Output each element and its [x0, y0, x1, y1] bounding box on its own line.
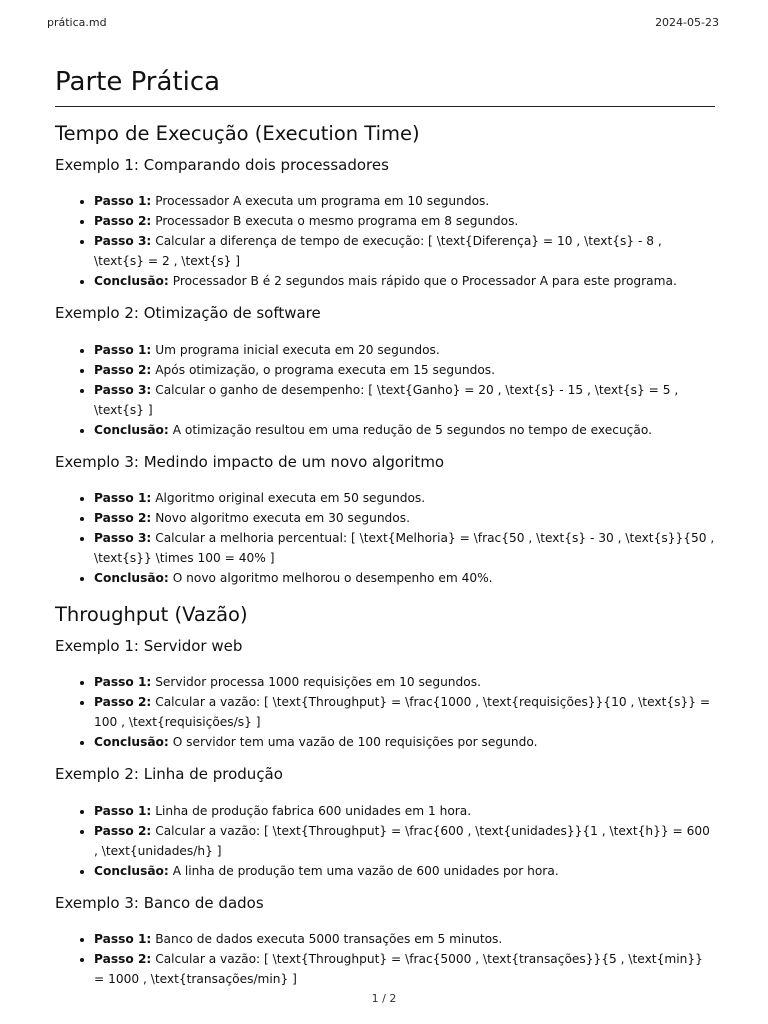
step-label: Passo 1:	[94, 675, 152, 690]
document-body	[55, 66, 715, 989]
step-text: Calcular o ganho de desempenho: [ \text{Ganho} = 20 , \text{s} - 15 , \text{s} = 5 , \text{s} ]	[94, 382, 679, 417]
step-label: Passo 2:	[94, 695, 152, 710]
page-title: Parte Prática	[55, 66, 715, 107]
step-label: Passo 2:	[94, 510, 152, 525]
list-item	[94, 949, 715, 989]
example-heading: Exemplo 3: Medindo impacto de um novo algoritmo	[55, 452, 445, 471]
list-item	[94, 732, 715, 752]
step-text: Linha de produção fabrica 600 unidades em 1 hora.	[155, 803, 472, 818]
step-label: Passo 1:	[94, 931, 152, 946]
step-text: Calcular a vazão: [ \text{Throughput} = \frac{5000 , \text{transações}}{5 , \text{min}} = 1000 , \text{transações/min} ]	[94, 951, 703, 986]
step-text: Algoritmo original executa em 50 segundos.	[155, 490, 426, 505]
page-number: 1 / 2	[371, 992, 397, 1005]
step-label: Conclusão:	[94, 863, 169, 878]
list-item	[94, 821, 715, 861]
section-heading: Tempo de Execução (Execution Time)	[55, 121, 420, 145]
list-item	[94, 672, 715, 692]
step-label: Passo 3:	[94, 382, 152, 397]
list-item	[94, 801, 715, 821]
step-label: Passo 1:	[94, 194, 152, 209]
list-item	[94, 191, 715, 211]
list-item	[94, 929, 715, 949]
step-text: A otimização resultou em uma redução de 5 segundos no tempo de execução.	[172, 422, 652, 437]
document-filename: prática.md	[47, 16, 107, 29]
step-text: O novo algoritmo melhorou o desempenho em 40%.	[172, 570, 493, 585]
step-text: Banco de dados executa 5000 transações em 5 minutos.	[155, 931, 503, 946]
list-item	[94, 420, 715, 440]
section-heading: Throughput (Vazão)	[55, 602, 248, 626]
step-label: Passo 2:	[94, 823, 152, 838]
step-list	[55, 801, 715, 881]
step-label: Conclusão:	[94, 422, 169, 437]
document-date: 2024-05-23	[655, 16, 719, 29]
list-item	[94, 380, 715, 420]
list-item	[94, 231, 715, 271]
step-list	[55, 488, 715, 588]
list-item	[94, 861, 715, 881]
example-heading: Exemplo 3: Banco de dados	[55, 893, 264, 912]
step-text: Um programa inicial executa em 20 segundos.	[155, 342, 440, 357]
step-list	[55, 340, 715, 440]
list-item	[94, 360, 715, 380]
sections-container	[55, 121, 715, 989]
step-text: Calcular a diferença de tempo de execução: [ \text{Diferença} = 10 , \text{s} - 8 , \text{s} = 2 , \text{s} ]	[94, 234, 662, 269]
example-heading: Exemplo 2: Linha de produção	[55, 765, 283, 784]
example-heading: Exemplo 1: Servidor web	[55, 637, 243, 656]
step-label: Passo 3:	[94, 530, 152, 545]
step-text: Processador A executa um programa em 10 segundos.	[155, 194, 490, 209]
list-item	[94, 568, 715, 588]
step-label: Passo 2:	[94, 951, 152, 966]
step-text: Processador B é 2 segundos mais rápido que o Processador A para este programa.	[172, 274, 677, 289]
step-label: Passo 1:	[94, 342, 152, 357]
example-heading: Exemplo 2: Otimização de software	[55, 304, 321, 323]
step-text: Calcular a vazão: [ \text{Throughput} = \frac{600 , \text{unidades}}{1 , \text{h}} = 600 , \text{unidades/h} ]	[94, 823, 710, 858]
step-label: Conclusão:	[94, 274, 169, 289]
step-text: O servidor tem uma vazão de 100 requisições por segundo.	[172, 735, 538, 750]
step-label: Passo 2:	[94, 214, 152, 229]
step-text: Calcular a melhoria percentual: [ \text{Melhoria} = \frac{50 , \text{s} - 30 , \text{s}}{50 , \text{s}} \times 100 = 40% ]	[94, 530, 715, 565]
list-item	[94, 528, 715, 568]
step-text: Calcular a vazão: [ \text{Throughput} = \frac{1000 , \text{requisições}}{10 , \text{s}} = 100 , \text{requisições/s} ]	[94, 695, 711, 730]
step-label: Conclusão:	[94, 570, 169, 585]
step-text: Após otimização, o programa executa em 15 segundos.	[155, 362, 495, 377]
list-item	[94, 488, 715, 508]
step-text: Processador B executa o mesmo programa em 8 segundos.	[155, 214, 519, 229]
step-label: Conclusão:	[94, 735, 169, 750]
step-label: Passo 1:	[94, 803, 152, 818]
list-item	[94, 211, 715, 231]
list-item	[94, 508, 715, 528]
step-list	[55, 929, 715, 989]
example-heading: Exemplo 1: Comparando dois processadores	[55, 156, 389, 175]
list-item	[94, 340, 715, 360]
step-text: Servidor processa 1000 requisições em 10 segundos.	[155, 675, 481, 690]
step-text: A linha de produção tem uma vazão de 600 unidades por hora.	[172, 863, 559, 878]
step-label: Passo 3:	[94, 234, 152, 249]
step-list	[55, 191, 715, 291]
list-item	[94, 692, 715, 732]
step-label: Passo 1:	[94, 490, 152, 505]
list-item	[94, 271, 715, 291]
step-list	[55, 672, 715, 752]
step-text: Novo algoritmo executa em 30 segundos.	[155, 510, 410, 525]
step-label: Passo 2:	[94, 362, 152, 377]
